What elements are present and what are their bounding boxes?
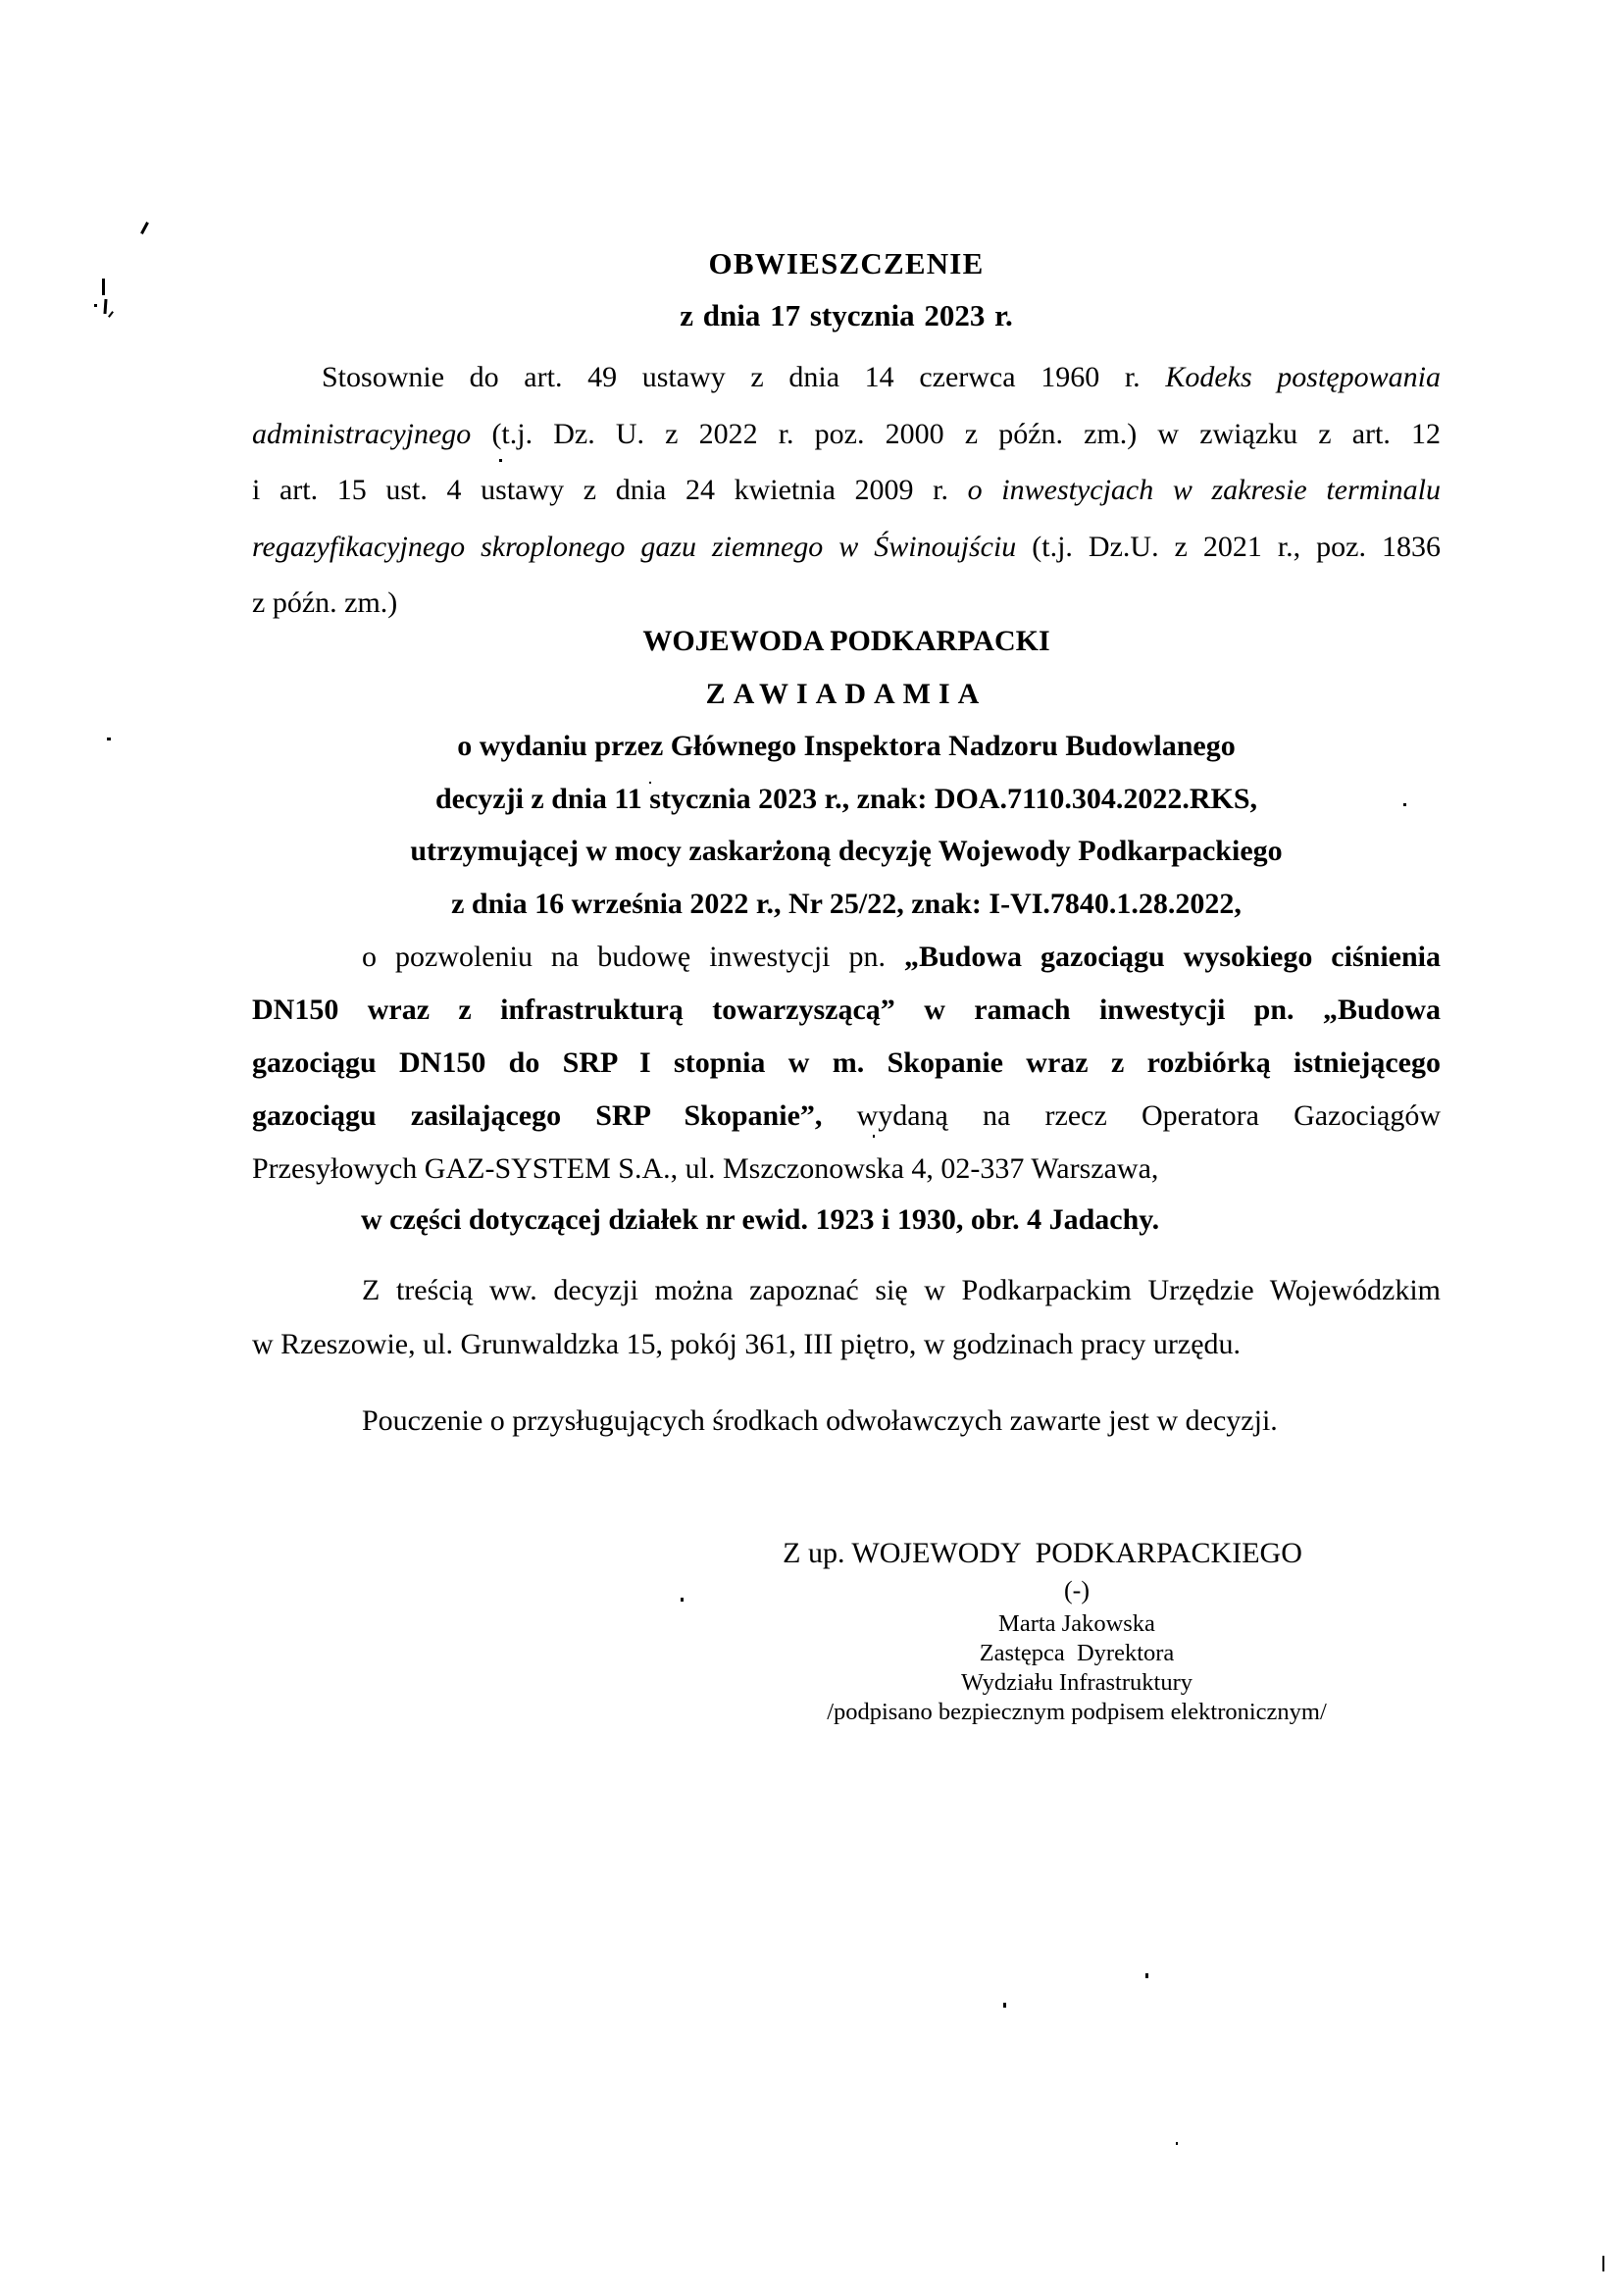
paragraph-appeal-instruction — [252, 1394, 1441, 1448]
text-line: DN150 wraz z infrastrukturą towarzyszącą” w ramach inwestycji pn. „Budowa — [252, 994, 1441, 1026]
text-line: gazociągu DN150 do SRP I stopnia w m. Skopanie wraz z rozbiórką istniejącego — [252, 1046, 1441, 1079]
signature-block — [773, 1535, 1381, 1727]
scan-artifact — [107, 738, 111, 740]
decision-line: decyzji z dnia 11 stycznia 2023 r., znak: DOA.7110.304.2022.RKS, — [434, 782, 1258, 815]
scan-artifact — [1602, 2256, 1604, 2271]
decision-line: utrzymującej w mocy zaskarżoną decyzję Wojewody Podkarpackiego — [410, 835, 1283, 867]
signatory-position: Zastępca Dyrektora — [979, 1640, 1175, 1666]
text-line: w Rzeszowie, ul. Grunwaldzka 15, pokój 361, III piętro, w godzinach pracy urzędu. — [252, 1328, 1242, 1360]
scan-artifact — [1176, 2142, 1178, 2145]
text-line: o pozwoleniu na budowę inwestycji pn. „Budowa gazociągu wysokiego ciśnienia — [362, 941, 1441, 973]
signature-mark: (-) — [1064, 1576, 1090, 1605]
parcels-scope-line: w części dotyczącej działek nr ewid. 1923 i 1930, obr. 4 Jadachy. — [361, 1203, 1160, 1236]
scan-artifact — [681, 1598, 684, 1602]
announcement-word: ZAWIADAMIA — [705, 677, 988, 710]
text-line: Przesyłowych GAZ-SYSTEM S.A., ul. Mszczonowska 4, 02-337 Warszawa, — [252, 1152, 1159, 1185]
document-date-line: z dnia 17 stycznia 2023 r. — [680, 298, 1013, 332]
authority-name: WOJEWODA PODKARPACKI — [642, 625, 1050, 657]
scan-artifact — [103, 299, 107, 314]
decision-line: z dnia 16 września 2022 r., Nr 25/22, znak: I-VI.7840.1.28.2022, — [451, 887, 1242, 920]
text-line: gazociągu zasilającego SRP Skopanie”, wydaną na rzecz Operatora Gazociągów — [252, 1099, 1442, 1132]
signature-authorization: Z up. WOJEWODY PODKARPACKIEGO — [783, 1537, 1302, 1569]
authority-announcement — [252, 615, 1441, 930]
text-line: Z treścią ww. decyzji można zapoznać się w Podkarpackim Urzędzie Wojewódzkim — [362, 1274, 1441, 1306]
text-line: regazyfikacyjnego skroplonego gazu ziemnego w Świnoujściu (t.j. Dz.U. z 2021 r., poz. 1836 — [252, 530, 1441, 563]
document-title: OBWIESZCZENIE — [708, 246, 985, 280]
text-line: i art. 15 ust. 4 ustawy z dnia 24 kwietnia 2009 r. o inwestycjach w zakresie terminalu — [252, 474, 1441, 507]
text-line: administracyjnego (t.j. Dz. U. z 2022 r. poz. 2000 z późn. zm.) w związku z art. 12 — [252, 417, 1441, 450]
scan-artifact — [108, 311, 114, 318]
scan-artifact — [140, 222, 149, 234]
decision-line: o wydaniu przez Głównego Inspektora Nadzoru Budowlanego — [457, 730, 1236, 762]
paragraph-permit-description — [252, 931, 1441, 1196]
scan-artifact — [102, 279, 105, 295]
signatory-department: Wydziału Infrastruktury — [961, 1669, 1193, 1696]
paragraph-access-info — [252, 1263, 1441, 1371]
signatory-name: Marta Jakowska — [998, 1610, 1155, 1637]
electronic-signature-note: /podpisano bezpiecznym podpisem elektronicznym/ — [827, 1699, 1327, 1725]
scan-artifact — [1145, 1973, 1148, 1978]
scan-artifact — [1003, 2003, 1006, 2008]
text-line: Pouczenie o przysługujących środkach odwoławczych zawarte jest w decyzji. — [362, 1404, 1278, 1437]
text-line: z późn. zm.) — [252, 586, 398, 620]
text-line: Stosownie do art. 49 ustawy z dnia 14 czerwca 1960 r. Kodeks postępowania — [322, 361, 1441, 393]
scan-artifact — [94, 304, 97, 307]
paragraph-legal-basis — [252, 349, 1441, 632]
